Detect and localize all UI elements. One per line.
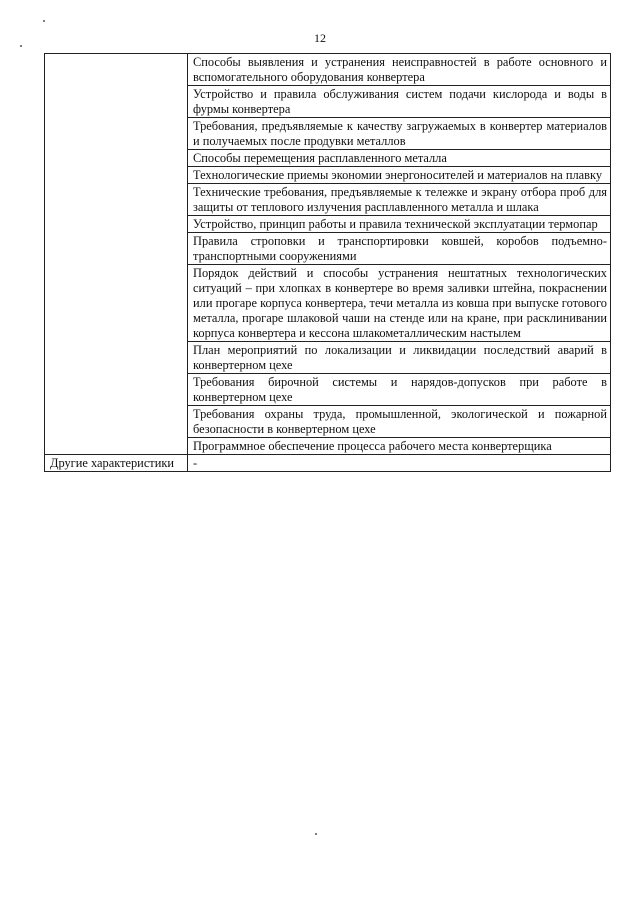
other-characteristics-label: Другие характеристики — [45, 455, 188, 472]
knowledge-item: Устройство и правила обслуживания систем подачи кислорода и воды в фурмы конвертера — [188, 86, 611, 118]
knowledge-item: Способы перемещения расплавленного металла — [188, 150, 611, 167]
knowledge-item: Требования охраны труда, промышленной, экологической и пожарной безопасности в конвертерном цехе — [188, 406, 611, 438]
table-row-other — [45, 455, 611, 472]
knowledge-item: Технические требования, предъявляемые к тележке и экрану отбора проб для защиты от теплового излучения расплавленного металла и шлака — [188, 184, 611, 216]
table-row — [45, 54, 611, 86]
label-cell-empty — [45, 54, 188, 455]
knowledge-item: План мероприятий по локализации и ликвидации последствий аварий в конвертерном цехе — [188, 342, 611, 374]
knowledge-item: Устройство, принцип работы и правила технической эксплуатации термопар — [188, 216, 611, 233]
scan-speck — [43, 20, 45, 22]
knowledge-item: Требования, предъявляемые к качеству загружаемых в конвертер материалов и получаемых после продувки металлов — [188, 118, 611, 150]
scan-speck — [20, 45, 22, 47]
knowledge-item: Требования бирочной системы и нарядов-допусков при работе в конвертерном цехе — [188, 374, 611, 406]
knowledge-item: Порядок действий и способы устранения нештатных технологических ситуаций – при хлопках в конвертере во время заливки штейна, покраснении или прогаре корпуса конвертера, течи металла из ковша при выпуске готового металла, прогаре шлаковой чаши на стенде или на кране, при расклинивании корпуса конвертера и кессона шлакометаллическим настылем — [188, 265, 611, 342]
knowledge-item: Способы выявления и устранения неисправностей в работе основного и вспомогательного оборудования конвертера — [188, 54, 611, 86]
other-characteristics-value: - — [188, 455, 611, 472]
knowledge-item: Правила строповки и транспортировки ковшей, коробов подъемно-транспортными сооружениями — [188, 233, 611, 265]
knowledge-table — [44, 53, 611, 472]
knowledge-item: Программное обеспечение процесса рабочего места конвертерщика — [188, 438, 611, 455]
page-number: 12 — [314, 31, 326, 45]
scan-speck — [315, 833, 317, 835]
knowledge-item: Технологические приемы экономии энергоносителей и материалов на плавку — [188, 167, 611, 184]
